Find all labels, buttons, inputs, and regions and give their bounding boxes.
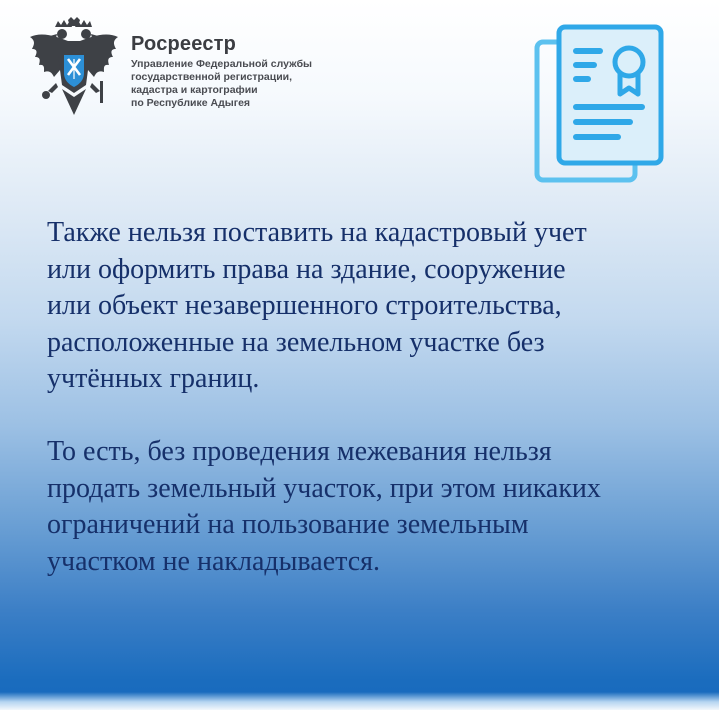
text-line: учтённых границ. [47,363,260,394]
org-subtitle-line: Управление Федеральной службы [131,58,313,70]
text-line: Также нельзя поставить на кадастровый учет [47,217,587,248]
text-line: или оформить права на здание, сооружение [47,253,566,285]
org-name: Росреестр [131,33,237,55]
text-line: ограничений на пользование земельным [47,509,529,540]
org-subtitle-line: государственной регистрации, [131,71,293,83]
org-subtitle-line: по Республике Адыгея [131,97,251,109]
text-line: или объект незавершенного строительства, [47,290,562,321]
main-text [47,215,697,580]
org-subtitle [131,58,351,110]
text-line: расположенные на земельном участке без [47,326,545,358]
bottom-strip [0,692,719,710]
emblem-icon [28,17,120,117]
text-line: участком не накладывается. [47,545,381,577]
org-subtitle-line: кадастра и картографии [131,84,258,96]
paragraph-1 [47,215,697,398]
certificate-document-icon [533,24,667,184]
paragraph-2 [47,434,697,580]
text-line: продать земельный участок, при этом никаких [47,472,601,504]
text-line: То есть, без проведения межевания нельзя [47,436,552,467]
